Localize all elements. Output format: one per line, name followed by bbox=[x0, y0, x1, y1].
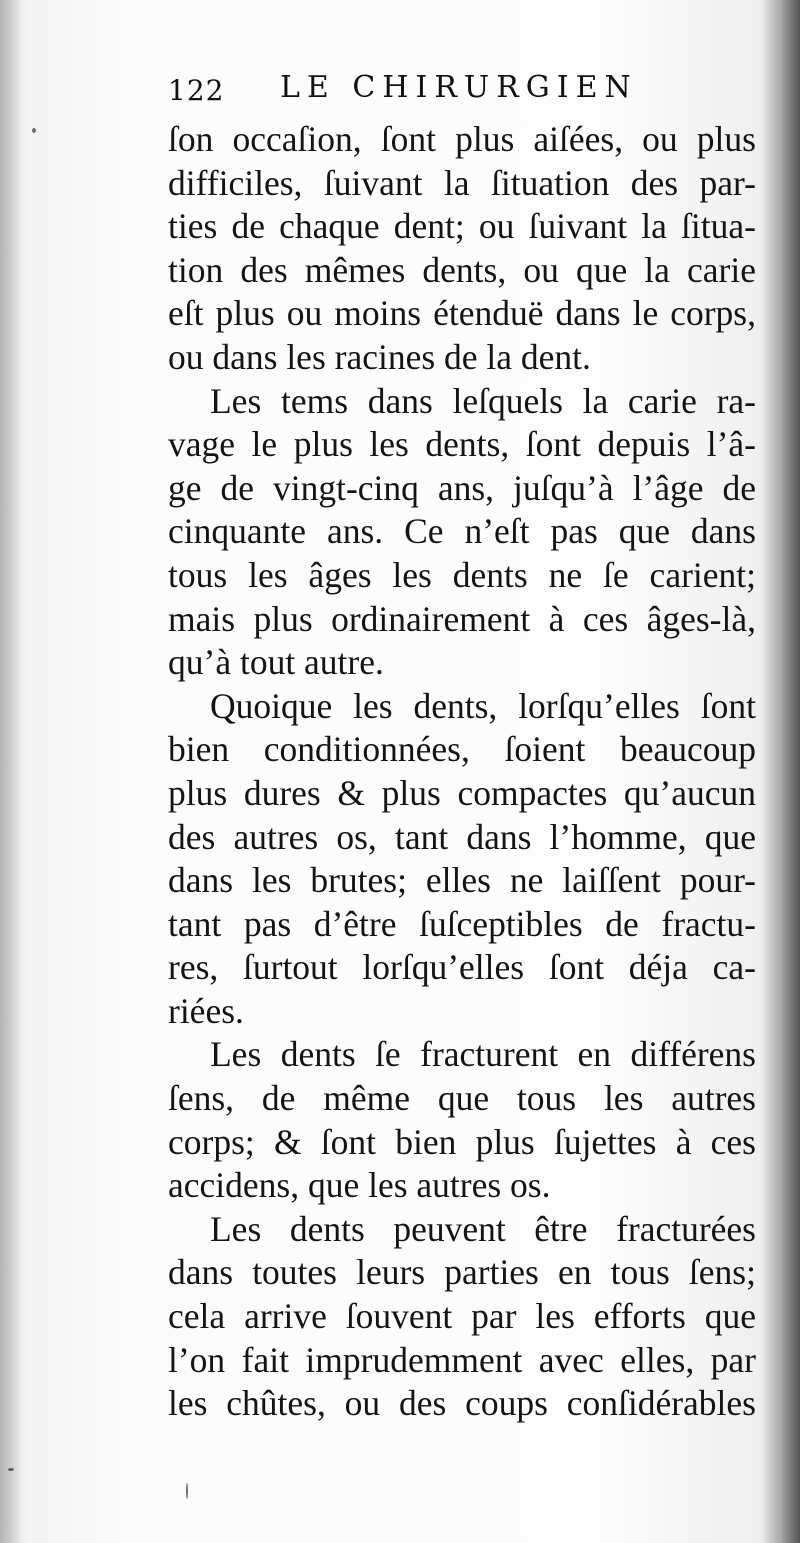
paragraph-first-line: Les dents ſe fracturent en différens bbox=[210, 1034, 756, 1075]
ink-speck bbox=[8, 1468, 14, 1471]
text-line: eſt plus ou moins étenduë dans le corps, bbox=[168, 293, 756, 334]
text-line: mais plus ordinairement à ces âges-là, bbox=[168, 598, 756, 639]
text-line: dans les brutes; elles ne laiſſent pour- bbox=[168, 860, 756, 901]
text-line: ties de chaque dent; ou ſuivant la ſitua- bbox=[168, 206, 756, 247]
text-line: ſon occaſion, ſont plus aiſées, ou plus bbox=[168, 119, 756, 159]
text-line: l’on fait imprudemment avec elles, par bbox=[168, 1339, 756, 1380]
text-line: dans toutes leurs parties en tous ſens; bbox=[168, 1252, 756, 1293]
paragraph-first-line: Les dents peuvent être fracturées bbox=[210, 1208, 756, 1249]
text-line: plus dures & plus compactes qu’aucun bbox=[168, 772, 756, 813]
paragraph-first-line: Quoique les dents, lorſqu’elles ſont bbox=[210, 685, 756, 726]
text-line: res, ſurtout lorſqu’elles ſont déja ca- bbox=[168, 947, 756, 988]
text-line: ge de vingt-cinq ans, juſqu’à l’âge de bbox=[168, 467, 756, 508]
running-head: LE CHIRURGIEN bbox=[280, 70, 638, 105]
body-text bbox=[168, 118, 756, 1426]
ink-speck bbox=[186, 1483, 188, 1499]
ink-speck bbox=[32, 128, 36, 133]
text-line: vage le plus les dents, ſont depuis l’â- bbox=[168, 424, 756, 465]
text-line: ou dans les racines de la dent. bbox=[168, 336, 591, 377]
text-line: difficiles, ſuivant la ſituation des par- bbox=[168, 162, 756, 203]
text-line: riées. bbox=[168, 990, 244, 1031]
text-line: tion des mêmes dents, ou que la carie bbox=[168, 249, 756, 290]
page-number: 122 bbox=[168, 74, 225, 107]
text-line: bien conditionnées, ſoient beaucoup bbox=[168, 729, 756, 770]
page-gutter-shadow bbox=[762, 0, 800, 1543]
text-line: tous les âges les dents ne ſe carient; bbox=[168, 554, 756, 595]
text-line: cela arrive ſouvent par les efforts que bbox=[168, 1296, 756, 1337]
page-left-shadow bbox=[0, 0, 22, 1543]
text-line: les chûtes, ou des coups conſidérables bbox=[168, 1383, 756, 1424]
text-line: corps; & ſont bien plus ſujettes à ces bbox=[168, 1121, 756, 1162]
text-line: cinquante ans. Ce n’eſt pas que dans bbox=[168, 511, 756, 552]
text-line: qu’à tout autre. bbox=[168, 642, 384, 683]
page-header bbox=[168, 70, 758, 116]
text-line: tant pas d’être ſuſceptibles de fractu- bbox=[168, 903, 756, 944]
paragraph-first-line: Les tems dans leſquels la carie ra- bbox=[210, 380, 756, 421]
text-line: accidens, que les autres os. bbox=[168, 1165, 551, 1206]
text-line: ſens, de même que tous les autres bbox=[168, 1078, 756, 1119]
text-line: des autres os, tant dans l’homme, que bbox=[168, 816, 756, 857]
